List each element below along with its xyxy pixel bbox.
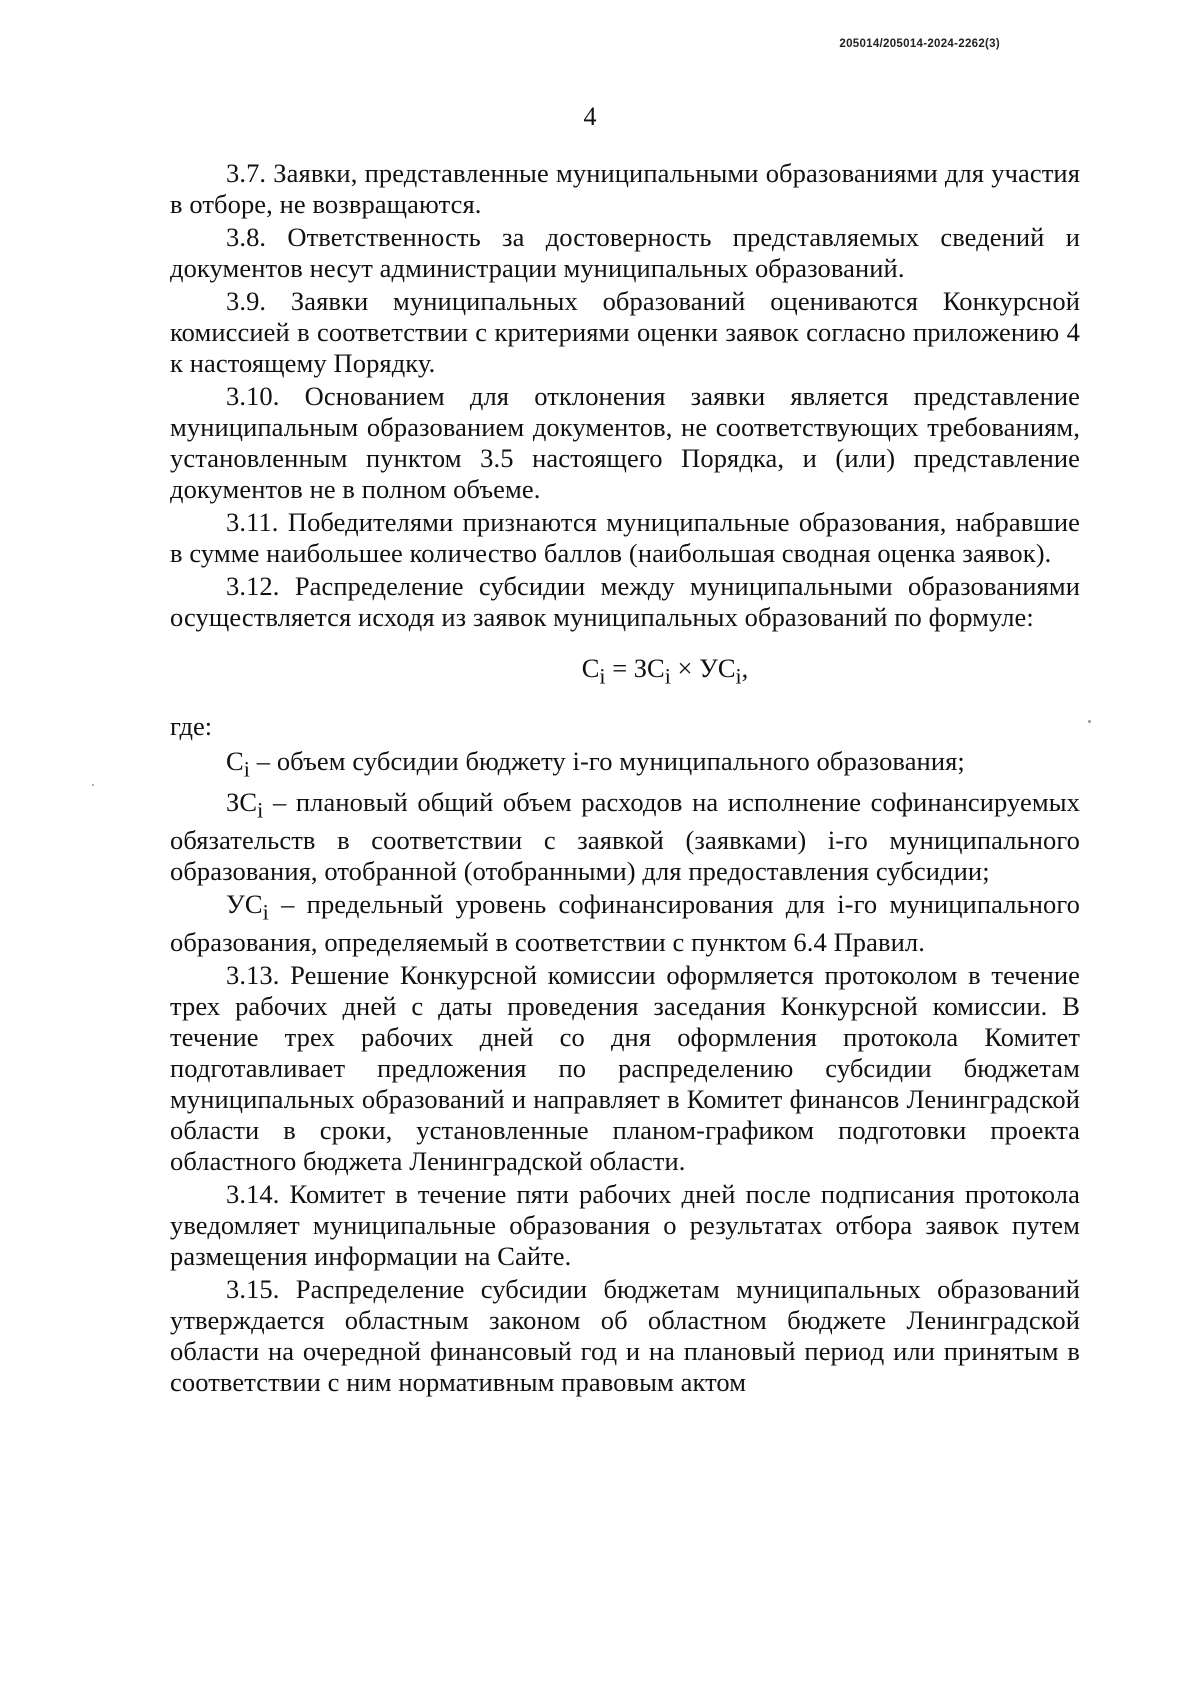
formula-us: УС bbox=[699, 653, 736, 683]
document-id: 205014/205014-2024-2262(3) bbox=[839, 38, 1000, 50]
definition-zs bbox=[170, 787, 1080, 887]
formula-tail: , bbox=[741, 653, 749, 683]
formula-lhs-sub: i bbox=[599, 663, 606, 689]
definition-sub: i bbox=[257, 796, 264, 822]
paragraph-3-7: 3.7. Заявки, представленные муниципальными образованиями для участия в отборе, не возвращаются. bbox=[170, 158, 1080, 219]
where-label: где: bbox=[170, 711, 213, 742]
paragraph-3-9: 3.9. Заявки муниципальных образований оцениваются Конкурсной комиссией в соответствии с критериями оценки заявок согласно приложению 4 к настоящему Порядку. bbox=[170, 286, 1080, 378]
formula-lhs: C bbox=[581, 653, 600, 683]
paragraph-3-11: 3.11. Победителями признаются муниципальные образования, набравшие в сумме наибольшее количество баллов (наибольшая сводная оценка заявок). bbox=[170, 507, 1080, 568]
definition-sub: i bbox=[262, 899, 269, 925]
scan-speck bbox=[92, 784, 94, 786]
document-body bbox=[170, 158, 1080, 1400]
formula-us-sub: i bbox=[735, 663, 742, 689]
definition-text: – плановый общий объем расходов на исполнение софинансируемых обязательств в соответствии с заявкой (заявками) i-го муниципального образования, отобранной (отобранными) для предоставления субсидии; bbox=[170, 786, 1080, 886]
scan-speck bbox=[1088, 720, 1091, 723]
formula-zs: ЗС bbox=[633, 653, 665, 683]
definition-c bbox=[170, 746, 1080, 784]
definition-symbol: ЗС bbox=[226, 786, 258, 817]
definition-text: – предельный уровень софинансирования для i-го муниципального образования, определяемый в соответствии с пунктом 6.4 Правил. bbox=[170, 888, 1080, 958]
formula-zs-sub: i bbox=[664, 663, 671, 689]
paragraph-3-12: 3.12. Распределение субсидии между муниципальными образованиями осуществляется исходя из заявок муниципальных образований по формуле: bbox=[170, 571, 1080, 632]
subsidy-formula bbox=[250, 651, 1080, 693]
paragraph-3-10: 3.10. Основанием для отклонения заявки является представление муниципальным образованием документов, не соответствующих требованиям, установленным пунктом 3.5 настоящего Порядка, и (или) представление документов не в полном объеме. bbox=[170, 381, 1080, 504]
paragraph-3-8: 3.8. Ответственность за достоверность представляемых сведений и документов несут администрации муниципальных образований. bbox=[170, 222, 1080, 283]
definition-symbol: C bbox=[226, 746, 244, 777]
paragraph-3-14: 3.14. Комитет в течение пяти рабочих дней после подписания протокола уведомляет муниципальные образования о результатах отбора заявок путем размещения информации на Сайте. bbox=[170, 1179, 1080, 1272]
definition-text: – объем субсидии бюджету i-го муниципального образования; bbox=[250, 746, 965, 777]
paragraph-3-13: 3.13. Решение Конкурсной комиссии оформляется протоколом в течение трех рабочих дней с даты проведения заседания Конкурсной комиссии. В течение трех рабочих дней со дня оформления протокола Комитет подготавливает предложения по распределению субсидии бюджетам муниципальных образований и направляет в Комитет финансов Ленинградской области в сроки, установленные планом-графиком подготовки проекта областного бюджета Ленинградской области. bbox=[170, 960, 1080, 1177]
paragraph-3-15: 3.15. Распределение субсидии бюджетам муниципальных образований утверждается областным законом об областном бюджете Ленинградской области на очередной финансовый год и на плановый период или принятым в соответствии с ним нормативным правовым актом bbox=[170, 1274, 1080, 1398]
page-number: 4 bbox=[583, 102, 597, 131]
definition-sub: i bbox=[243, 756, 251, 782]
definition-us bbox=[170, 889, 1080, 958]
definition-symbol: УС bbox=[226, 888, 263, 919]
formula-times: × bbox=[670, 653, 700, 683]
formula-equals: = bbox=[605, 653, 634, 683]
